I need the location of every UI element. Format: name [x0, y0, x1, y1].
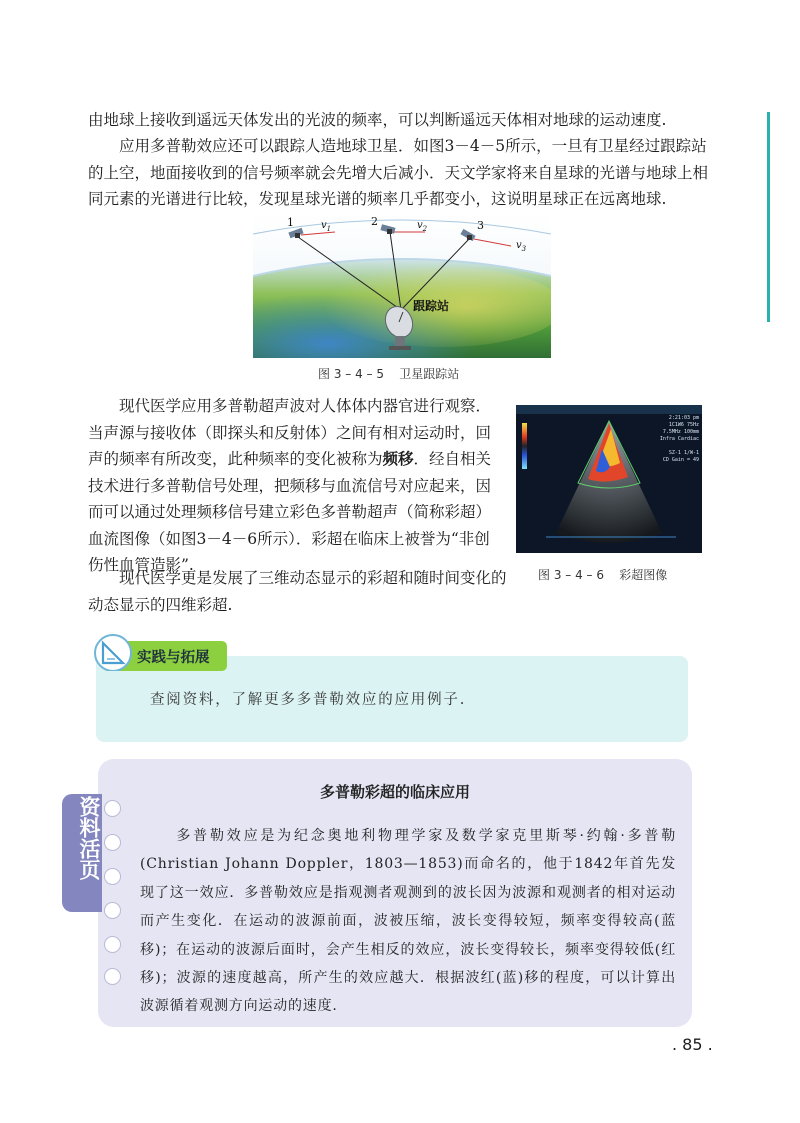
page-number: . 85 .: [672, 1035, 713, 1054]
paragraph-1: [88, 107, 708, 134]
velocity-1-label: $v_1$: [321, 220, 332, 233]
color-doppler-image: [516, 405, 702, 553]
binder-ring-icon: [104, 936, 121, 953]
paragraph-2: [88, 133, 708, 213]
figure-3-4-6-caption: 图 3 – 4 – 6 彩超图像: [538, 568, 668, 582]
data-page-body: [140, 822, 676, 1021]
binder-ring-icon: [104, 968, 121, 985]
velocity-2-label: $v_2$: [417, 220, 428, 233]
data-page-tab-label: 资料活页: [77, 796, 101, 880]
binder-ring-icon: [104, 902, 121, 919]
paragraph-3: [88, 393, 503, 579]
paragraph-2-text: 应用多普勒效应还可以跟踪人造地球卫星．如图3－4－5所示，一旦有卫星经过跟踪站的上空，地面接收到的信号频率就会先增大后减小．天文学家将来自星球的光谱与地球上相同元素的光谱进行比较，发现星球光谱的频率几乎都变小，这说明星球正在远离地球.: [88, 137, 709, 208]
data-page-title: 多普勒彩超的临床应用: [319, 783, 470, 801]
binder-ring-icon: [104, 800, 121, 817]
paragraph-3-before: 现代医学应用多普勒超声波对人体体内器官进行观察．当声源与接收体（即探头和反射体）之间有相对运动时，回声的频率有所改变，此种频率的变化被称为: [88, 397, 492, 468]
velocity-3-label: $v_3$: [516, 240, 527, 253]
binder-ring-icon: [104, 834, 121, 851]
tracking-station-label: 跟踪站: [413, 299, 450, 313]
margin-accent-bar: [767, 112, 770, 322]
satellite-tracking-figure: [253, 212, 551, 358]
frequency-shift-term: 频移: [382, 449, 414, 468]
data-page-paragraph: 多普勒效应是为纪念奥地利物理学家及数学家克里斯琴·约翰·多普勒(Christian Johann Doppler，1803—1853)而命名的，他于1842年首先发现了这一效应．多普勒效应是指观测者观测到的波长因为波源和观测者的相对运动而产生变化．在运动的波源前面，波被压缩，波长变得较短，频率变得较高(蓝移)；在运动的波源后面时，会产生相反的效应，波长变得较长，频率变得较低(红移)；波源的速度越高，所产生的效应越大．根据波红(蓝)移的程度，可以计算出波源循着观测方向运动的速度.: [140, 828, 676, 1015]
paragraph-3-text: [88, 393, 503, 579]
paragraph-4: [88, 565, 508, 618]
paragraph-4-text: 现代医学更是发展了三维动态显示的彩超和随时间变化的动态显示的四维彩超.: [88, 569, 507, 614]
paragraph-3-after: ．经自相关技术进行多普勒信号处理，把频移与血流信号对应起来，因而可以通过处理频移信号建立彩色多普勒超声（简称彩超）血流图像（如图3－4－6所示）．彩超在临床上被誉为“非创伤性血管造影”.: [88, 450, 492, 574]
satellite-tracking-illustration: [253, 212, 551, 358]
practice-text: 查阅资料，了解更多多普勒效应的应用例子.: [150, 692, 467, 708]
figure-3-4-5-caption: 图 3 – 4 – 5 卫星跟踪站: [318, 367, 460, 381]
paragraph-1-text: 由地球上接收到遥远天体发出的光波的频率，可以判断遥远天体相对地球的运动速度.: [88, 111, 667, 129]
satellite-1-label: 1: [287, 216, 294, 229]
satellite-2-label: 2: [371, 215, 378, 228]
binder-ring-icon: [104, 868, 121, 885]
satellite-3-label: 3: [477, 219, 484, 232]
practice-title: 实践与拓展: [137, 650, 210, 666]
ultrasound-readout: 2:21:03 pm 1C1W6 75Hz 7.5MHz 100mm Infra Cardiac SZ-1 1/W-1 CD Gain = 49: [659, 415, 699, 463]
